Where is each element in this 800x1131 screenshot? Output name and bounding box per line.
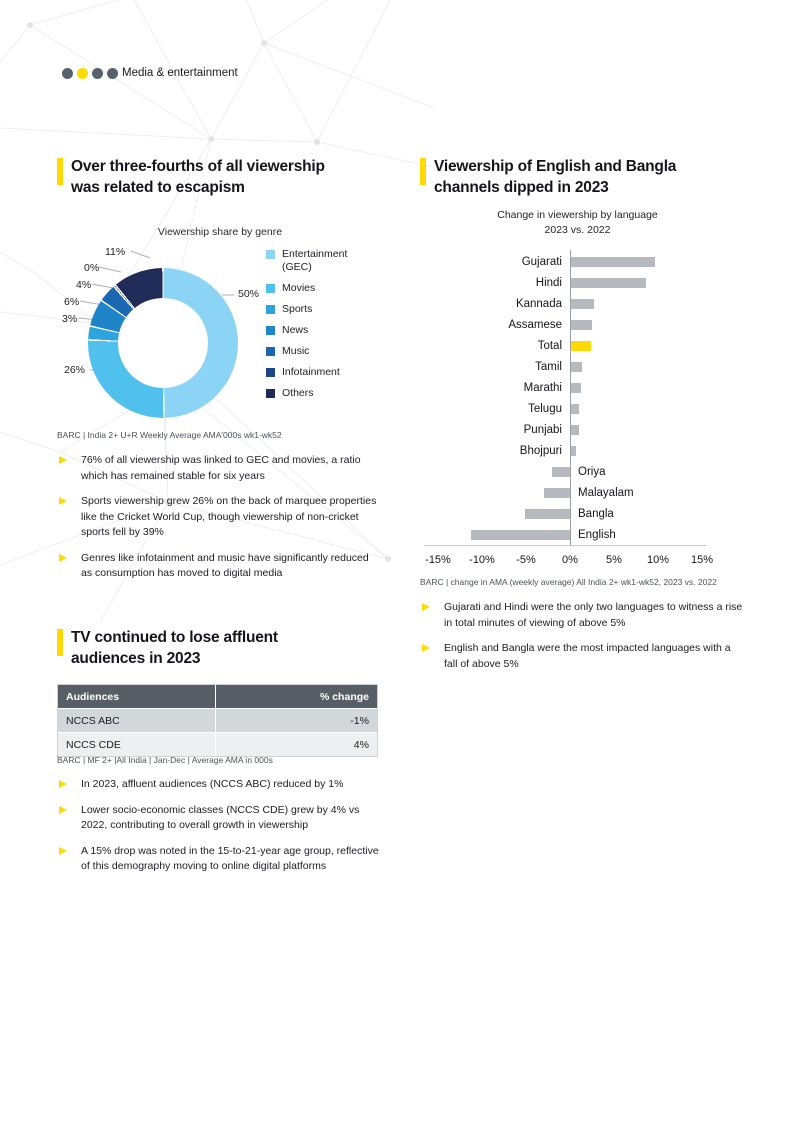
x-axis-tick-label: -5% bbox=[516, 554, 536, 566]
bullet-text: Genres like infotainment and music have significantly reduced as consumption has moved to digital media bbox=[81, 551, 369, 579]
bar-marathi bbox=[571, 383, 581, 393]
source-note-barchart: BARC | change in AMA (weekly average) All India 2+ wk1-wk52, 2023 vs. 2022 bbox=[420, 577, 717, 587]
table-row bbox=[58, 732, 377, 756]
legend-swatch-icon bbox=[266, 326, 275, 335]
x-axis-tick-label: 15% bbox=[690, 554, 714, 566]
legend-swatch-icon bbox=[266, 389, 275, 398]
heading-accent-bar bbox=[420, 158, 426, 185]
bar-oriya bbox=[552, 467, 570, 477]
bar-category-label: Assamese bbox=[508, 319, 562, 331]
bar-chart-title-line2: 2023 vs. 2022 bbox=[544, 224, 611, 236]
bullet-arrow-icon bbox=[59, 780, 67, 788]
bar-category-label: Hindi bbox=[535, 277, 562, 289]
bullet-text: A 15% drop was noted in the 15-to-21-year age group, reflective of this demography moving to online digital platforms bbox=[81, 844, 379, 872]
bar-category-label: Oriya bbox=[578, 466, 606, 478]
legend-item bbox=[266, 324, 388, 337]
bullet-arrow-icon bbox=[422, 603, 430, 611]
bullet-item bbox=[57, 803, 387, 834]
brand-dot-icon bbox=[77, 68, 88, 79]
bullet-arrow-icon bbox=[59, 456, 67, 464]
table-header-change: % change bbox=[319, 690, 369, 703]
heading-accent-bar bbox=[57, 629, 63, 656]
bullet-item bbox=[420, 641, 765, 672]
source-note-table: BARC | MF 2+ |All India | Jan-Dec | Average AMA in 000s bbox=[57, 755, 273, 765]
legend-item bbox=[266, 366, 388, 379]
bullet-text: Gujarati and Hindi were the only two languages to witness a rise in total minutes of viewing of above 5% bbox=[444, 601, 743, 629]
donut-value-label: 26% bbox=[64, 364, 86, 376]
language-bar-chart bbox=[420, 248, 740, 573]
bullet-item bbox=[57, 453, 387, 484]
legend-item bbox=[266, 387, 388, 400]
table-row bbox=[58, 708, 377, 732]
bar-gujarati bbox=[571, 257, 655, 267]
bar-assamese bbox=[571, 320, 592, 330]
x-axis-tick-label: -15% bbox=[425, 554, 451, 566]
bar-category-label: Marathi bbox=[523, 382, 562, 394]
legend-label: Others bbox=[282, 387, 314, 399]
legend-item bbox=[266, 345, 388, 358]
brand-dots bbox=[62, 68, 118, 79]
bullet-list-genre bbox=[57, 453, 387, 592]
bar-kannada bbox=[571, 299, 594, 309]
bullet-arrow-icon bbox=[59, 806, 67, 814]
legend-label: News bbox=[282, 324, 309, 336]
bullet-text: 76% of all viewership was linked to GEC and movies, a ratio which has remained stable for six years bbox=[81, 454, 361, 482]
bar-category-label: Punjabi bbox=[523, 424, 562, 436]
bar-category-label: English bbox=[578, 529, 616, 541]
bullet-text: English and Bangla were the most impacted languages with a fall of above 5% bbox=[444, 642, 731, 670]
bar-category-label: Bangla bbox=[578, 508, 614, 520]
bar-hindi bbox=[571, 278, 646, 288]
bar-bangla bbox=[525, 509, 570, 519]
bar-category-label: Tamil bbox=[535, 361, 562, 373]
x-axis-tick-label: 10% bbox=[646, 554, 670, 566]
x-axis-line bbox=[424, 545, 706, 546]
table-cell-change: -1% bbox=[350, 714, 369, 727]
bar-bhojpuri bbox=[571, 446, 576, 456]
legend-item bbox=[266, 282, 388, 295]
legend-label: Movies bbox=[282, 282, 316, 294]
bar-malayalam bbox=[544, 488, 570, 498]
audiences-table bbox=[57, 684, 378, 757]
donut-value-label: 11% bbox=[105, 246, 126, 258]
donut-value-label: 6% bbox=[64, 296, 80, 308]
table-cell-audience: NCCS ABC bbox=[58, 709, 216, 732]
legend-item bbox=[266, 303, 388, 316]
bar-chart-title bbox=[420, 208, 735, 238]
x-axis-tick-label: 5% bbox=[606, 554, 622, 566]
donut-value-label: 0% bbox=[84, 262, 100, 274]
legend-swatch-icon bbox=[266, 305, 275, 314]
donut-ring bbox=[88, 268, 238, 418]
bar-category-label: Kannada bbox=[515, 298, 562, 310]
bullet-text: In 2023, affluent audiences (NCCS ABC) reduced by 1% bbox=[81, 778, 344, 790]
bullet-text: Sports viewership grew 26% on the back of marquee properties like the Cricket World Cup, though viewership of non-cricket sports fell by 39% bbox=[81, 495, 377, 538]
page-header-title: Media & entertainment bbox=[122, 67, 238, 79]
bullet-arrow-icon bbox=[59, 554, 67, 562]
bar-english bbox=[471, 530, 570, 540]
bullet-item bbox=[57, 844, 387, 875]
legend-label: Music bbox=[282, 345, 310, 357]
x-axis-tick-label: 0% bbox=[562, 554, 578, 566]
section-heading-languages bbox=[420, 156, 724, 198]
legend-swatch-icon bbox=[266, 284, 275, 293]
bullet-item bbox=[57, 551, 387, 582]
legend-swatch-icon bbox=[266, 347, 275, 356]
bullet-item bbox=[57, 494, 387, 541]
brand-dot-icon bbox=[62, 68, 73, 79]
table-cell-change: 4% bbox=[353, 738, 369, 751]
bullet-list-audiences bbox=[57, 777, 387, 885]
bar-tamil bbox=[571, 362, 582, 372]
legend-swatch-icon bbox=[266, 250, 275, 259]
legend-swatch-icon bbox=[266, 368, 275, 377]
legend-item bbox=[266, 248, 388, 274]
brand-dot-icon bbox=[107, 68, 118, 79]
bar-chart-title-line1: Change in viewership by language bbox=[497, 209, 658, 221]
bar-category-label: Telugu bbox=[528, 403, 562, 415]
table-header-row bbox=[58, 685, 377, 708]
zero-axis-line bbox=[570, 250, 571, 546]
source-note-donut: BARC | India 2+ U+R Weekly Average AMA'000s wk1-wk52 bbox=[57, 430, 282, 440]
bar-category-label: Total bbox=[537, 340, 562, 352]
bar-category-label: Bhojpuri bbox=[519, 445, 562, 457]
legend-label: Entertainment (GEC) bbox=[282, 248, 348, 273]
heading-accent-bar bbox=[57, 158, 63, 185]
heading-text: Over three-fourths of all viewership was related to escapism bbox=[71, 158, 325, 196]
table-header-audiences: Audiences bbox=[58, 685, 216, 708]
donut-hole bbox=[118, 298, 208, 388]
table-cell-audience: NCCS CDE bbox=[58, 733, 216, 756]
bullet-item bbox=[57, 777, 387, 793]
bullet-arrow-icon bbox=[59, 847, 67, 855]
donut-value-label: 50% bbox=[238, 288, 260, 300]
section-heading-affluent bbox=[57, 627, 351, 669]
section-heading-escapism bbox=[57, 156, 356, 198]
heading-text: TV continued to lose affluent audiences in 2023 bbox=[71, 629, 278, 667]
brand-dot-icon bbox=[92, 68, 103, 79]
genre-donut-chart bbox=[50, 226, 390, 458]
bar-telugu bbox=[571, 404, 579, 414]
donut-chart-title: Viewership share by genre bbox=[157, 226, 283, 238]
donut-value-label: 3% bbox=[62, 313, 78, 325]
bullet-arrow-icon bbox=[422, 644, 430, 652]
bar-punjabi bbox=[571, 425, 579, 435]
x-axis-tick-label: -10% bbox=[469, 554, 495, 566]
bar-category-label: Gujarati bbox=[521, 256, 562, 268]
bullet-list-languages bbox=[420, 600, 765, 682]
legend-label: Sports bbox=[282, 303, 313, 315]
bar-category-label: Malayalam bbox=[578, 487, 634, 499]
bullet-arrow-icon bbox=[59, 497, 67, 505]
donut-legend bbox=[266, 248, 388, 408]
bullet-text: Lower socio-economic classes (NCCS CDE) grew by 4% vs 2022, contributing to overall growth in viewership bbox=[81, 803, 360, 831]
heading-text: Viewership of English and Bangla channels dipped in 2023 bbox=[434, 158, 677, 196]
bar-total bbox=[571, 341, 591, 351]
bullet-item bbox=[420, 600, 765, 631]
donut-value-label: 4% bbox=[76, 279, 92, 291]
legend-label: Infotainment bbox=[282, 366, 340, 378]
